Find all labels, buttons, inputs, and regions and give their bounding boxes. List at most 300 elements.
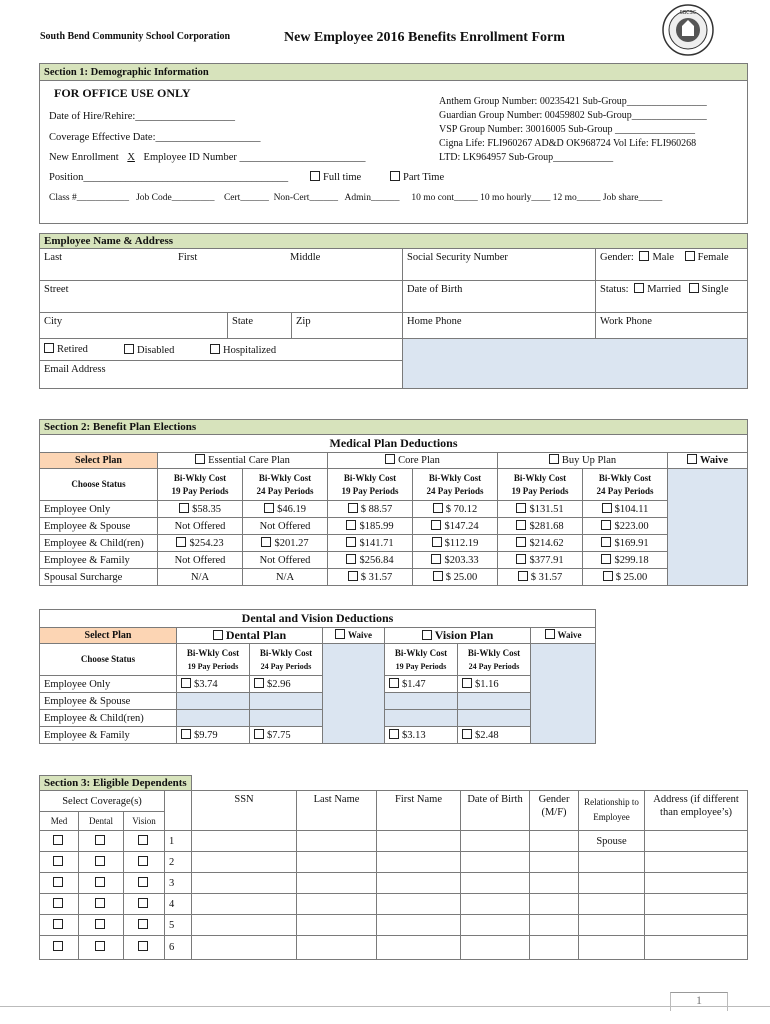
name-cell[interactable] xyxy=(40,249,403,281)
dental-vision-table xyxy=(39,609,596,744)
section3-title: Section 3: Eligible Dependents xyxy=(40,776,192,791)
work-phone-cell[interactable]: Work Phone xyxy=(596,313,748,339)
vision-waive-checkbox[interactable] xyxy=(545,629,555,639)
price-checkbox[interactable] xyxy=(516,520,526,530)
table-row xyxy=(40,831,748,852)
row-number: 6 xyxy=(165,936,192,960)
hospitalized-checkbox[interactable] xyxy=(210,344,220,354)
retired-label: Retired xyxy=(57,344,88,355)
vision-checkbox[interactable] xyxy=(138,835,148,845)
last-input[interactable] xyxy=(297,915,377,936)
row-label: Employee Only xyxy=(40,501,158,518)
dental-checkbox[interactable] xyxy=(95,898,105,908)
hire-date-field[interactable]: Date of Hire/Rehire:___________________ xyxy=(49,111,236,122)
grey-cell xyxy=(250,710,323,727)
employee-name-address xyxy=(39,233,748,389)
relationship-input[interactable] xyxy=(579,936,645,960)
last-input[interactable] xyxy=(297,894,377,915)
price-value: $ 25.00 xyxy=(615,571,648,583)
buyup-plan-checkbox[interactable] xyxy=(549,454,559,464)
first-label: First xyxy=(178,252,198,263)
price-cell[interactable] xyxy=(328,535,413,552)
period-19: 19 Pay Periods xyxy=(341,485,399,496)
table-row xyxy=(40,894,748,915)
demographic-section xyxy=(39,63,748,224)
dental-choose-status: Choose Status xyxy=(40,644,177,676)
blank xyxy=(192,776,748,791)
dental-waive-grey xyxy=(323,644,385,744)
last-input[interactable] xyxy=(297,831,377,852)
gender-input[interactable] xyxy=(530,852,579,873)
med-cell xyxy=(40,936,79,960)
dental-waive-label: Waive xyxy=(348,630,372,640)
price-checkbox[interactable] xyxy=(601,520,611,530)
table-row xyxy=(40,535,748,552)
table-row xyxy=(40,727,596,744)
address-input[interactable] xyxy=(645,831,748,852)
male-checkbox[interactable] xyxy=(639,251,649,261)
dental-cell xyxy=(79,831,124,852)
row-label: Employee & Spouse xyxy=(40,693,177,710)
price-cell[interactable] xyxy=(177,727,250,744)
single-checkbox[interactable] xyxy=(689,283,699,293)
address-input[interactable] xyxy=(645,852,748,873)
vision-checkbox[interactable] xyxy=(138,877,148,887)
price-checkbox[interactable] xyxy=(348,503,358,513)
price-checkbox[interactable] xyxy=(346,537,356,547)
row-label: Employee & Child(ren) xyxy=(40,710,177,727)
price-value: $203.33 xyxy=(444,554,479,566)
price-value: $58.35 xyxy=(192,503,221,515)
core-plan-checkbox[interactable] xyxy=(385,454,395,464)
row-number: 2 xyxy=(165,852,192,873)
price-cell[interactable] xyxy=(413,535,498,552)
dob-input[interactable] xyxy=(461,873,530,894)
hospitalized-label: Hospitalized xyxy=(223,345,277,356)
price-checkbox[interactable] xyxy=(346,554,356,564)
dental-cell xyxy=(79,915,124,936)
first-input[interactable] xyxy=(377,915,461,936)
full-time-checkbox[interactable] xyxy=(310,171,320,181)
grey-cell xyxy=(458,710,531,727)
price-cell[interactable] xyxy=(328,569,413,586)
first-input[interactable] xyxy=(377,894,461,915)
last-input[interactable] xyxy=(297,936,377,960)
table-row xyxy=(40,569,748,586)
price-cell[interactable] xyxy=(158,501,243,518)
price-cell[interactable] xyxy=(243,501,328,518)
address-input[interactable] xyxy=(645,873,748,894)
price-checkbox[interactable] xyxy=(462,678,472,688)
dental-checkbox[interactable] xyxy=(95,919,105,929)
relationship-input[interactable] xyxy=(579,873,645,894)
table-row xyxy=(40,693,596,710)
gender-input[interactable] xyxy=(530,915,579,936)
price-value: Not Offered xyxy=(158,552,243,569)
price-checkbox[interactable] xyxy=(518,571,528,581)
price-value: $1.16 xyxy=(475,678,499,690)
price-checkbox[interactable] xyxy=(431,554,441,564)
price-value: $46.19 xyxy=(277,503,306,515)
med-checkbox[interactable] xyxy=(53,941,63,951)
price-cell[interactable] xyxy=(498,552,583,569)
vision-head: Vision xyxy=(124,812,165,831)
med-head: Med xyxy=(40,812,79,831)
price-value: $2.96 xyxy=(267,678,291,690)
cost-head xyxy=(158,469,243,501)
grey-cell xyxy=(458,693,531,710)
price-checkbox[interactable] xyxy=(603,571,613,581)
med-checkbox[interactable] xyxy=(53,919,63,929)
relationship-head: Relationship to Employee xyxy=(579,791,645,831)
price-cell[interactable] xyxy=(413,552,498,569)
married-checkbox[interactable] xyxy=(634,283,644,293)
dental-checkbox[interactable] xyxy=(95,856,105,866)
med-cell xyxy=(40,915,79,936)
dental-checkbox[interactable] xyxy=(95,835,105,845)
position-field[interactable]: Position_______________________________________ xyxy=(49,172,289,183)
price-cell[interactable] xyxy=(583,518,668,535)
medical-title: Medical Plan Deductions xyxy=(40,435,748,453)
gender-input[interactable] xyxy=(530,894,579,915)
price-cell[interactable] xyxy=(328,552,413,569)
essential-plan-checkbox[interactable] xyxy=(195,454,205,464)
employee-id-field[interactable]: Employee ID Number ________________________ xyxy=(143,152,366,163)
cost-head xyxy=(385,644,458,676)
relationship-input[interactable] xyxy=(579,852,645,873)
price-cell[interactable] xyxy=(413,501,498,518)
cost-head xyxy=(177,644,250,676)
dental-plan-checkbox[interactable] xyxy=(213,630,223,640)
dependents-table xyxy=(39,775,748,960)
cost-head-text: Bi-Wkly Cost xyxy=(394,647,448,658)
med-checkbox[interactable] xyxy=(53,877,63,887)
price-checkbox[interactable] xyxy=(181,729,191,739)
cost-head-text: Bi-Wkly Cost xyxy=(467,647,521,658)
ssn-input[interactable] xyxy=(192,915,297,936)
last-label: Last xyxy=(44,252,63,263)
price-value: $9.79 xyxy=(194,729,218,741)
price-checkbox[interactable] xyxy=(433,503,443,513)
cost-head xyxy=(250,644,323,676)
female-checkbox[interactable] xyxy=(685,251,695,261)
med-cell xyxy=(40,831,79,852)
form-title: New Employee 2016 Benefits Enrollment Form xyxy=(284,30,565,45)
cost-head xyxy=(328,469,413,501)
dental-plan-option[interactable] xyxy=(177,628,323,644)
gender-head: Gender (M/F) xyxy=(530,791,579,831)
price-checkbox[interactable] xyxy=(516,537,526,547)
relationship-input[interactable] xyxy=(579,894,645,915)
cigna-group: Cigna Life: FLI960267 AD&D OK968724 Vol Life: FLI960268 xyxy=(439,138,697,149)
price-checkbox[interactable] xyxy=(179,503,189,513)
dental-waive-checkbox[interactable] xyxy=(335,629,345,639)
price-cell[interactable] xyxy=(583,501,668,518)
part-time-option[interactable] xyxy=(390,171,444,184)
price-value: $104.11 xyxy=(614,503,649,515)
price-checkbox[interactable] xyxy=(516,554,526,564)
ssn-input[interactable] xyxy=(192,894,297,915)
gender-label: Gender: xyxy=(600,252,634,263)
price-value: $223.00 xyxy=(614,520,649,532)
row-number: 5 xyxy=(165,915,192,936)
email-cell[interactable]: Email Address xyxy=(40,361,403,389)
vision-checkbox[interactable] xyxy=(138,856,148,866)
waive-grey xyxy=(668,469,748,586)
cost-head-text: Bi-Wkly Cost xyxy=(258,472,312,483)
price-checkbox[interactable] xyxy=(348,571,358,581)
blank-head xyxy=(165,791,192,831)
price-checkbox[interactable] xyxy=(462,729,472,739)
row-label: Employee Only xyxy=(40,676,177,693)
dental-title: Dental and Vision Deductions xyxy=(40,610,596,628)
relationship-value: Spouse xyxy=(579,831,645,852)
last-input[interactable] xyxy=(297,873,377,894)
price-value: $201.27 xyxy=(274,537,309,549)
school-seal-icon xyxy=(662,4,714,56)
price-value: $147.24 xyxy=(444,520,479,532)
grey-cell xyxy=(250,693,323,710)
price-value: $ 88.57 xyxy=(360,503,393,515)
period-19: 19 Pay Periods xyxy=(511,485,569,496)
new-enrollment-field xyxy=(49,151,365,164)
cost-head-text: Bi-Wkly Cost xyxy=(186,647,240,658)
ltd-group: LTD: LK964957 Sub-Group____________ xyxy=(439,152,614,163)
price-checkbox[interactable] xyxy=(254,729,264,739)
vision-waive-label: Waive xyxy=(557,630,582,640)
gender-input[interactable] xyxy=(530,873,579,894)
address-input[interactable] xyxy=(645,936,748,960)
part-time-checkbox[interactable] xyxy=(390,171,400,181)
home-phone-cell[interactable]: Home Phone xyxy=(403,313,596,339)
price-cell[interactable] xyxy=(583,552,668,569)
price-cell[interactable] xyxy=(583,569,668,586)
vision-cell xyxy=(124,894,165,915)
period-24: 24 Pay Periods xyxy=(468,661,520,671)
price-value: Not Offered xyxy=(243,552,328,569)
male-label: Male xyxy=(652,252,675,263)
address-input[interactable] xyxy=(645,894,748,915)
street-cell[interactable]: Street xyxy=(40,281,403,313)
ssn-head: SSN xyxy=(192,791,297,831)
organization-name: South Bend Community School Corporation xyxy=(40,31,231,42)
price-value: $131.51 xyxy=(529,503,564,515)
period-24: 24 Pay Periods xyxy=(260,661,312,671)
vision-plan-checkbox[interactable] xyxy=(422,630,432,640)
price-checkbox[interactable] xyxy=(601,554,611,564)
cost-head xyxy=(243,469,328,501)
price-cell[interactable] xyxy=(498,569,583,586)
price-value: $7.75 xyxy=(267,729,291,741)
dental-cell xyxy=(79,873,124,894)
buyup-plan-option[interactable] xyxy=(498,453,668,469)
first-input[interactable] xyxy=(377,873,461,894)
ssn-input[interactable] xyxy=(192,831,297,852)
ssn-input[interactable] xyxy=(192,852,297,873)
price-checkbox[interactable] xyxy=(516,503,526,513)
disabled-label: Disabled xyxy=(137,345,175,356)
price-checkbox[interactable] xyxy=(389,678,399,688)
price-checkbox[interactable] xyxy=(389,729,399,739)
price-cell[interactable] xyxy=(385,727,458,744)
single-label: Single xyxy=(701,284,729,295)
price-checkbox[interactable] xyxy=(254,678,264,688)
price-cell[interactable] xyxy=(498,501,583,518)
cost-head xyxy=(458,644,531,676)
price-cell[interactable] xyxy=(498,518,583,535)
enrollment-mark[interactable]: X xyxy=(127,152,135,163)
period-19: 19 Pay Periods xyxy=(395,661,447,671)
status-cell xyxy=(596,281,748,313)
med-checkbox[interactable] xyxy=(53,835,63,845)
medical-plan-table xyxy=(39,419,748,586)
dob-input[interactable] xyxy=(461,852,530,873)
price-cell[interactable] xyxy=(458,676,531,693)
class-line[interactable]: Class #___________ Job Code_________ Cert______ Non-Cert______ Admin______ 10 mo cont_____ 10 mo hourly____ 12 mo_____ Job share_____ xyxy=(49,193,663,203)
cost-head xyxy=(583,469,668,501)
ssn-input[interactable] xyxy=(192,936,297,960)
footer-divider xyxy=(0,1006,770,1007)
vision-plan-option[interactable] xyxy=(385,628,531,644)
core-plan-option[interactable] xyxy=(328,453,498,469)
row-label: Spousal Surcharge xyxy=(40,569,158,586)
med-checkbox[interactable] xyxy=(53,898,63,908)
price-cell[interactable] xyxy=(328,501,413,518)
disabled-checkbox[interactable] xyxy=(124,344,134,354)
dob-input[interactable] xyxy=(461,936,530,960)
ssn-input[interactable] xyxy=(192,873,297,894)
office-use-label: FOR OFFICE USE ONLY xyxy=(54,86,191,100)
price-value: $112.19 xyxy=(444,537,479,549)
dob-cell[interactable]: Date of Birth xyxy=(403,281,596,313)
address-head: Address (if different than employee’s) xyxy=(645,791,748,831)
price-cell[interactable] xyxy=(458,727,531,744)
table-row xyxy=(40,915,748,936)
price-checkbox[interactable] xyxy=(601,537,611,547)
essential-plan-option[interactable] xyxy=(158,453,328,469)
first-input[interactable] xyxy=(377,831,461,852)
vision-checkbox[interactable] xyxy=(138,941,148,951)
address-input[interactable] xyxy=(645,915,748,936)
zip-cell[interactable]: Zip xyxy=(292,313,403,339)
price-checkbox[interactable] xyxy=(181,678,191,688)
med-cell xyxy=(40,873,79,894)
price-cell[interactable] xyxy=(250,676,323,693)
price-cell[interactable] xyxy=(385,676,458,693)
waive-checkbox[interactable] xyxy=(687,454,697,464)
select-plan-label: Select Plan xyxy=(40,453,158,469)
vision-cell xyxy=(124,852,165,873)
row-number: 3 xyxy=(165,873,192,894)
first-input[interactable] xyxy=(377,852,461,873)
cost-head-text: Bi-Wkly Cost xyxy=(598,472,652,483)
cost-head xyxy=(498,469,583,501)
price-checkbox[interactable] xyxy=(346,520,356,530)
dental-checkbox[interactable] xyxy=(95,941,105,951)
cost-head-text: Bi-Wkly Cost xyxy=(173,472,227,483)
dob-input[interactable] xyxy=(461,831,530,852)
dental-cell xyxy=(79,936,124,960)
price-value: $3.74 xyxy=(194,678,218,690)
employee-section-title: Employee Name & Address xyxy=(40,234,748,249)
price-cell[interactable] xyxy=(498,535,583,552)
female-label: Female xyxy=(697,252,729,263)
price-cell[interactable] xyxy=(413,518,498,535)
price-checkbox[interactable] xyxy=(431,520,441,530)
price-cell[interactable] xyxy=(328,518,413,535)
price-cell[interactable] xyxy=(583,535,668,552)
row-label: Employee & Child(ren) xyxy=(40,535,158,552)
price-checkbox[interactable] xyxy=(432,537,442,547)
vision-cell xyxy=(124,936,165,960)
vision-waive-option[interactable] xyxy=(531,628,596,644)
select-coverage-label: Select Coverage(s) xyxy=(40,791,165,812)
table-row xyxy=(40,936,748,960)
ssn-cell[interactable]: Social Security Number xyxy=(403,249,596,281)
price-value: $254.23 xyxy=(189,537,224,549)
row-label: Employee & Family xyxy=(40,552,158,569)
price-cell[interactable] xyxy=(243,535,328,552)
vision-checkbox[interactable] xyxy=(138,919,148,929)
price-checkbox[interactable] xyxy=(264,503,274,513)
med-checkbox[interactable] xyxy=(53,856,63,866)
price-checkbox[interactable] xyxy=(433,571,443,581)
dental-checkbox[interactable] xyxy=(95,877,105,887)
price-cell[interactable] xyxy=(158,535,243,552)
relationship-input[interactable] xyxy=(579,915,645,936)
cost-head xyxy=(413,469,498,501)
coverage-date-field[interactable]: Coverage Effective Date:____________________ xyxy=(49,132,261,143)
price-cell[interactable] xyxy=(250,727,323,744)
city-cell[interactable]: City xyxy=(40,313,228,339)
status-label: Status: xyxy=(600,284,629,295)
waive-option[interactable] xyxy=(668,453,748,469)
table-row xyxy=(40,676,596,693)
full-time-option[interactable] xyxy=(310,171,361,184)
dob-head: Date of Birth xyxy=(461,791,530,831)
employee-flags xyxy=(40,339,403,361)
price-checkbox[interactable] xyxy=(176,537,186,547)
core-plan-label: Core Plan xyxy=(398,455,440,466)
vision-waive-grey xyxy=(531,644,596,744)
dob-input[interactable] xyxy=(461,915,530,936)
period-24: 24 Pay Periods xyxy=(256,485,314,496)
last-input[interactable] xyxy=(297,852,377,873)
vision-checkbox[interactable] xyxy=(138,898,148,908)
row-label: Employee & Family xyxy=(40,727,177,744)
retired-checkbox[interactable] xyxy=(44,343,54,353)
price-cell[interactable] xyxy=(177,676,250,693)
first-input[interactable] xyxy=(377,936,461,960)
price-checkbox[interactable] xyxy=(602,503,612,513)
state-cell[interactable]: State xyxy=(228,313,292,339)
dental-waive-option[interactable] xyxy=(323,628,385,644)
guardian-group: Guardian Group Number: 00459802 Sub-Group_______________ xyxy=(439,110,707,121)
price-checkbox[interactable] xyxy=(261,537,271,547)
gender-input[interactable] xyxy=(530,936,579,960)
price-value: $169.91 xyxy=(614,537,649,549)
price-value: $ 31.57 xyxy=(360,571,393,583)
gender-input[interactable] xyxy=(530,831,579,852)
part-time-label: Part Time xyxy=(403,172,445,183)
period-19: 19 Pay Periods xyxy=(187,661,239,671)
dob-input[interactable] xyxy=(461,894,530,915)
price-value: Not Offered xyxy=(243,518,328,535)
grey-cell xyxy=(177,693,250,710)
price-cell[interactable] xyxy=(413,569,498,586)
cost-head-text: Bi-Wkly Cost xyxy=(428,472,482,483)
table-row xyxy=(40,873,748,894)
